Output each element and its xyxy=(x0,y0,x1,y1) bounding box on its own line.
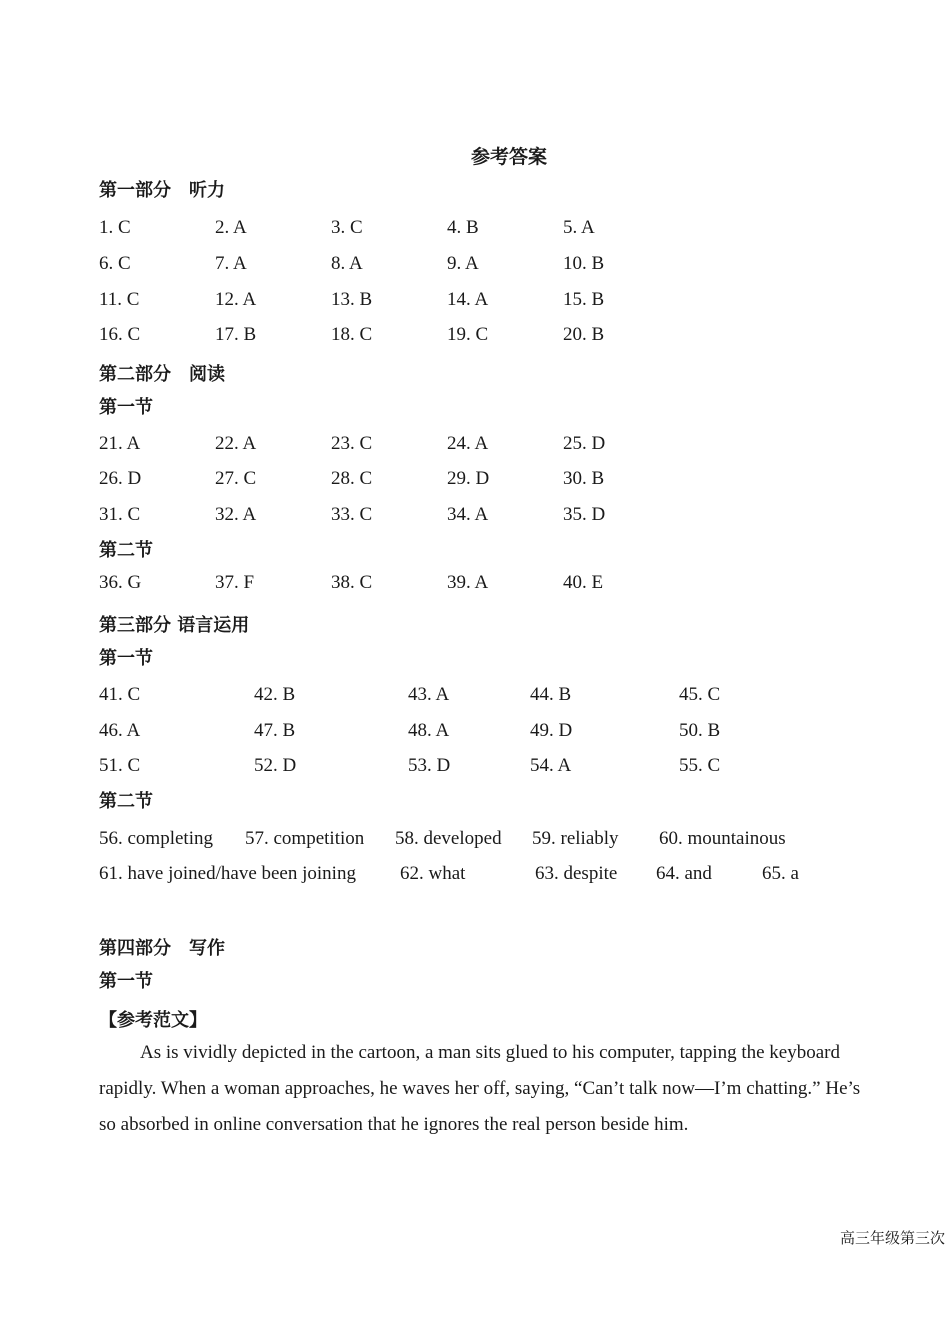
answer-item: 58. developed xyxy=(395,828,502,849)
answer-item: 9. A xyxy=(447,253,479,274)
answer-item: 6. C xyxy=(99,253,131,274)
answer-item: 54. A xyxy=(530,755,572,776)
answer-item: 5. A xyxy=(563,217,595,238)
part2-heading: 第二部分 阅读 xyxy=(99,364,225,385)
answer-item: 48. A xyxy=(408,720,450,741)
answer-item: 24. A xyxy=(447,433,489,454)
answer-item: 3. C xyxy=(331,217,363,238)
answer-item: 61. have joined/have been joining xyxy=(99,863,356,884)
essay-line: so absorbed in online conversation that he ignores the real person beside him. xyxy=(99,1114,689,1135)
answer-item: 56. completing xyxy=(99,828,213,849)
answer-item: 19. C xyxy=(447,324,489,345)
answer-item: 2. A xyxy=(215,217,247,238)
answer-item: 65. a xyxy=(762,863,799,884)
sample-essay-label: 【参考范文】 xyxy=(99,1010,207,1031)
answer-item: 33. C xyxy=(331,504,373,525)
answer-item: 21. A xyxy=(99,433,141,454)
answer-item: 45. C xyxy=(679,684,721,705)
answer-item: 43. A xyxy=(408,684,450,705)
answer-item: 27. C xyxy=(215,468,257,489)
answer-item: 20. B xyxy=(563,324,605,345)
answer-item: 46. A xyxy=(99,720,141,741)
answer-item: 29. D xyxy=(447,468,490,489)
answer-item: 18. C xyxy=(331,324,373,345)
page-title: 参考答案 xyxy=(471,146,548,168)
answer-item: 26. D xyxy=(99,468,142,489)
answer-item: 63. despite xyxy=(535,863,618,884)
answer-item: 22. A xyxy=(215,433,257,454)
answer-item: 36. G xyxy=(99,572,142,593)
answer-item: 14. A xyxy=(447,289,489,310)
part3-heading: 第三部分 语言运用 xyxy=(99,615,250,636)
answer-item: 55. C xyxy=(679,755,721,776)
answer-item: 37. F xyxy=(215,572,255,593)
answer-item: 1. C xyxy=(99,217,131,238)
answer-item: 52. D xyxy=(254,755,297,776)
answer-item: 49. D xyxy=(530,720,573,741)
answer-item: 41. C xyxy=(99,684,141,705)
answer-item: 17. B xyxy=(215,324,257,345)
answer-item: 8. A xyxy=(331,253,363,274)
answer-item: 40. E xyxy=(563,572,604,593)
answer-item: 47. B xyxy=(254,720,296,741)
part2-section1-heading: 第一节 xyxy=(99,397,153,418)
answer-item: 64. and xyxy=(656,863,712,884)
part4-heading: 第四部分 写作 xyxy=(99,938,225,959)
answer-item: 11. C xyxy=(99,289,140,310)
answer-item: 42. B xyxy=(254,684,296,705)
answer-item: 38. C xyxy=(331,572,373,593)
answer-item: 51. C xyxy=(99,755,141,776)
answer-item: 60. mountainous xyxy=(659,828,786,849)
part3-section1-heading: 第一节 xyxy=(99,648,153,669)
page-footer: 高三年级第三次 xyxy=(840,1229,946,1247)
answer-item: 44. B xyxy=(530,684,572,705)
answer-item: 57. competition xyxy=(245,828,365,849)
answer-item: 35. D xyxy=(563,504,606,525)
answer-item: 31. C xyxy=(99,504,141,525)
answer-item: 28. C xyxy=(331,468,373,489)
answer-item: 23. C xyxy=(331,433,373,454)
answer-item: 4. B xyxy=(447,217,479,238)
essay-line: As is vividly depicted in the cartoon, a man sits glued to his computer, tapping the keyboard xyxy=(140,1042,840,1063)
part3-section2-heading: 第二节 xyxy=(99,791,153,812)
answer-item: 50. B xyxy=(679,720,721,741)
answer-item: 59. reliably xyxy=(532,828,619,849)
answer-item: 10. B xyxy=(563,253,605,274)
answer-item: 12. A xyxy=(215,289,257,310)
answer-item: 32. A xyxy=(215,504,257,525)
essay-line: rapidly. When a woman approaches, he waves her off, saying, “Can’t talk now—I’m chatting.” He’s xyxy=(99,1078,861,1099)
answer-item: 13. B xyxy=(331,289,373,310)
answer-item: 62. what xyxy=(400,863,466,884)
answer-item: 30. B xyxy=(563,468,605,489)
part4-section1-heading: 第一节 xyxy=(99,971,153,992)
answer-item: 7. A xyxy=(215,253,247,274)
answer-item: 25. D xyxy=(563,433,606,454)
answer-item: 34. A xyxy=(447,504,489,525)
answer-item: 53. D xyxy=(408,755,451,776)
answer-item: 15. B xyxy=(563,289,605,310)
answer-item: 39. A xyxy=(447,572,489,593)
part2-section2-heading: 第二节 xyxy=(99,540,153,561)
answer-item: 16. C xyxy=(99,324,141,345)
part1-heading: 第一部分 听力 xyxy=(99,180,225,201)
